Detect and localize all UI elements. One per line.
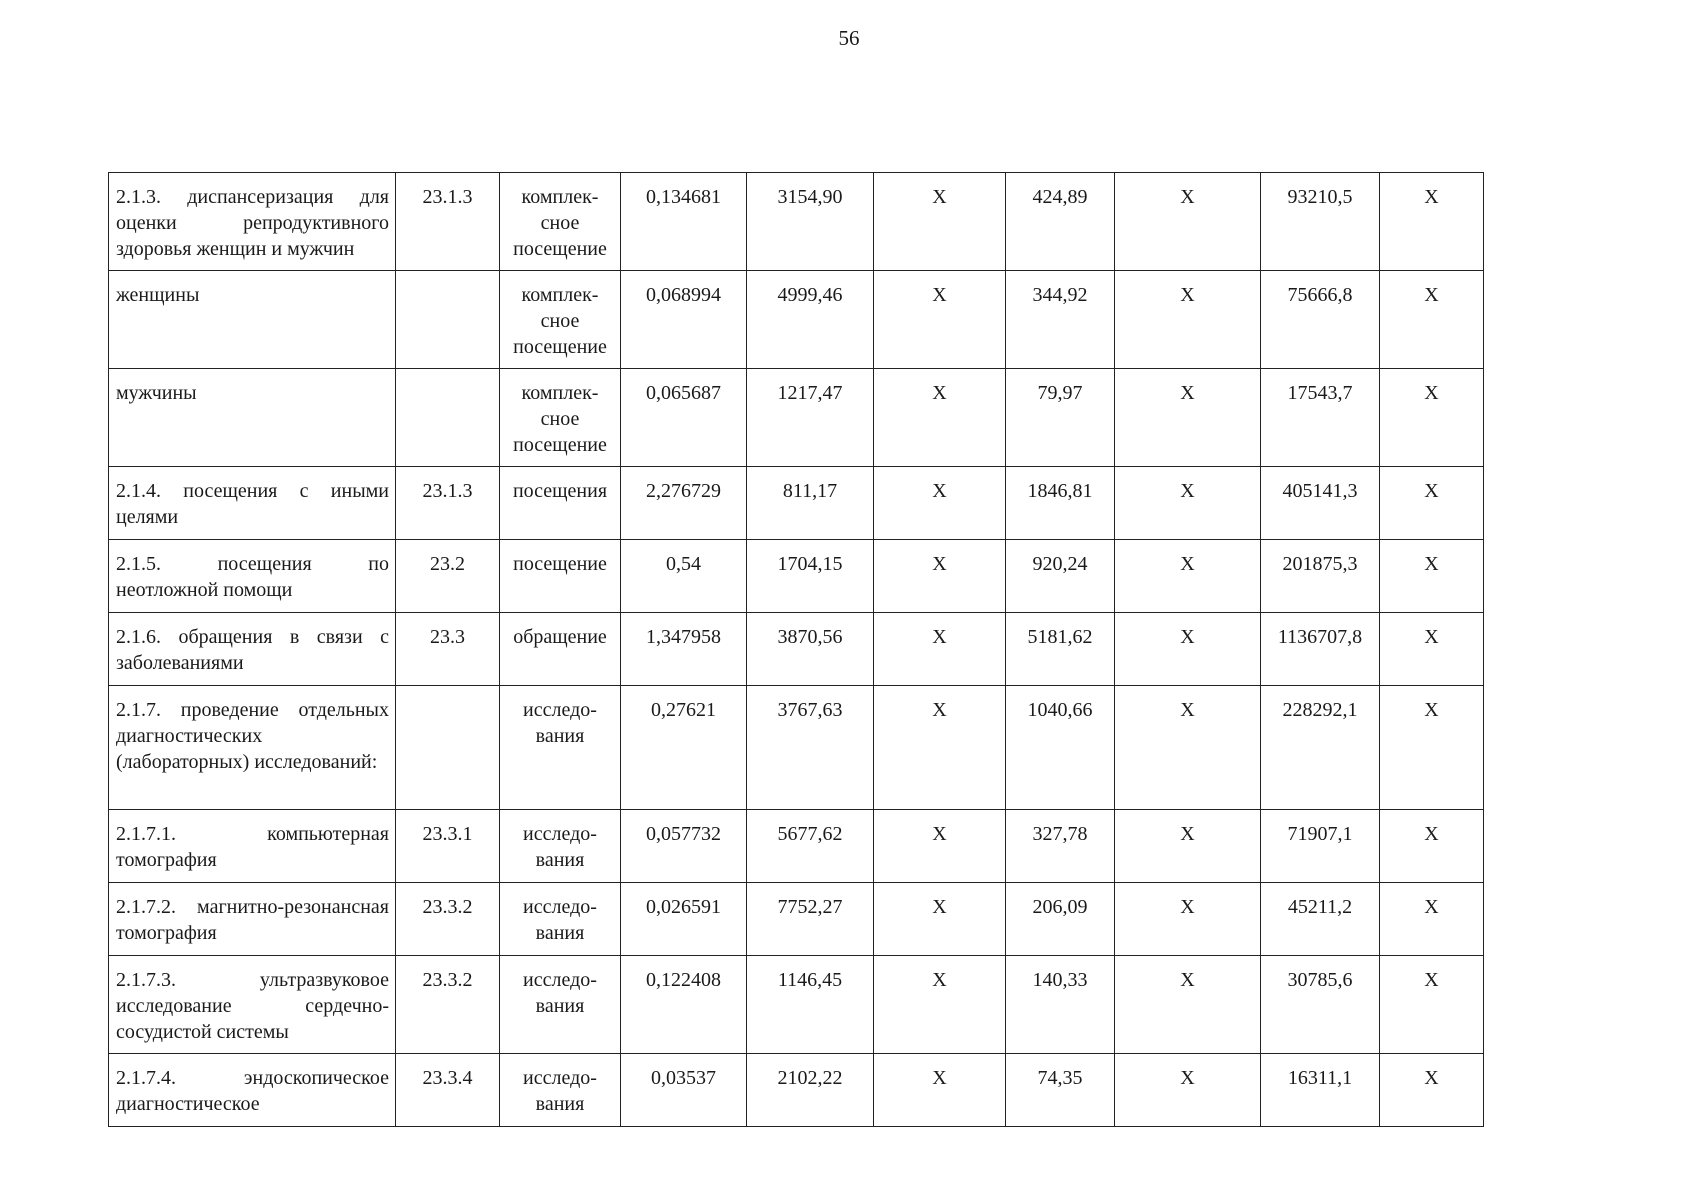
row-name-cell: женщины bbox=[109, 271, 396, 369]
row-per-capita-cell: 5181,62 bbox=[1006, 613, 1115, 686]
row-x-cell: X bbox=[1380, 467, 1484, 540]
row-x-cell: X bbox=[1380, 369, 1484, 467]
row-per-capita-cell: 79,97 bbox=[1006, 369, 1115, 467]
row-x-cell: X bbox=[1115, 271, 1261, 369]
row-unit-cell bbox=[500, 540, 621, 613]
row-code-cell: 23.3.2 bbox=[396, 883, 500, 956]
row-code-cell bbox=[396, 271, 500, 369]
table-row bbox=[109, 540, 1484, 613]
row-per-capita-cell: 206,09 bbox=[1006, 883, 1115, 956]
row-x-cell: X bbox=[1115, 540, 1261, 613]
row-x-cell: X bbox=[1115, 369, 1261, 467]
row-x-cell: X bbox=[874, 1054, 1006, 1127]
row-unit-cell bbox=[500, 810, 621, 883]
row-x-cell: X bbox=[1380, 810, 1484, 883]
row-norm-cell: 0,122408 bbox=[621, 956, 747, 1054]
row-per-capita-cell: 1846,81 bbox=[1006, 467, 1115, 540]
data-table bbox=[108, 172, 1484, 1127]
row-per-capita-cell: 920,24 bbox=[1006, 540, 1115, 613]
row-norm-cell: 0,057732 bbox=[621, 810, 747, 883]
row-per-capita-cell: 327,78 bbox=[1006, 810, 1115, 883]
row-x-cell: X bbox=[1115, 883, 1261, 956]
row-x-cell: X bbox=[1380, 540, 1484, 613]
unit-text: исследо- вания bbox=[523, 969, 597, 1017]
row-per-capita-cell: 74,35 bbox=[1006, 1054, 1115, 1127]
row-x-cell: X bbox=[1380, 613, 1484, 686]
row-norm-cell: 0,54 bbox=[621, 540, 747, 613]
unit-text: обращение bbox=[513, 626, 607, 648]
row-x-cell: X bbox=[1115, 1054, 1261, 1127]
row-code-cell: 23.2 bbox=[396, 540, 500, 613]
unit-text: комплек- сное посещение bbox=[513, 284, 607, 358]
row-cost-cell: 5677,62 bbox=[747, 810, 874, 883]
row-x-cell: X bbox=[1115, 956, 1261, 1054]
row-total-cell: 30785,6 bbox=[1261, 956, 1380, 1054]
table-row bbox=[109, 369, 1484, 467]
row-x-cell: X bbox=[1115, 467, 1261, 540]
row-unit-cell bbox=[500, 1054, 621, 1127]
row-cost-cell: 1217,47 bbox=[747, 369, 874, 467]
row-x-cell: X bbox=[874, 686, 1006, 810]
row-x-cell: X bbox=[874, 956, 1006, 1054]
row-name-cell: 2.1.7.1. компьютерная томография bbox=[109, 810, 396, 883]
row-cost-cell: 7752,27 bbox=[747, 883, 874, 956]
row-cost-cell: 4999,46 bbox=[747, 271, 874, 369]
row-cost-cell: 1704,15 bbox=[747, 540, 874, 613]
row-x-cell: X bbox=[1380, 271, 1484, 369]
row-total-cell: 405141,3 bbox=[1261, 467, 1380, 540]
table-row bbox=[109, 467, 1484, 540]
row-x-cell: X bbox=[1380, 956, 1484, 1054]
row-total-cell: 17543,7 bbox=[1261, 369, 1380, 467]
unit-text: исследо- вания bbox=[523, 896, 597, 944]
row-code-cell: 23.1.3 bbox=[396, 467, 500, 540]
row-total-cell: 71907,1 bbox=[1261, 810, 1380, 883]
row-name-cell: 2.1.7. проведение отдельных диагностических (лабораторных) исследований: bbox=[109, 686, 396, 810]
table-row bbox=[109, 173, 1484, 271]
row-code-cell bbox=[396, 686, 500, 810]
row-total-cell: 1136707,8 bbox=[1261, 613, 1380, 686]
row-unit-cell bbox=[500, 369, 621, 467]
row-name-cell: 2.1.7.3. ультразвуковое исследование сердечно-сосудистой системы bbox=[109, 956, 396, 1054]
row-unit-cell bbox=[500, 467, 621, 540]
row-code-cell: 23.3.2 bbox=[396, 956, 500, 1054]
row-cost-cell: 2102,22 bbox=[747, 1054, 874, 1127]
row-total-cell: 228292,1 bbox=[1261, 686, 1380, 810]
row-name-cell: мужчины bbox=[109, 369, 396, 467]
row-x-cell: X bbox=[874, 369, 1006, 467]
row-x-cell: X bbox=[1115, 173, 1261, 271]
row-code-cell: 23.1.3 bbox=[396, 173, 500, 271]
table-row bbox=[109, 686, 1484, 810]
row-total-cell: 75666,8 bbox=[1261, 271, 1380, 369]
row-code-cell bbox=[396, 369, 500, 467]
row-total-cell: 93210,5 bbox=[1261, 173, 1380, 271]
unit-text: исследо- вания bbox=[523, 699, 597, 747]
row-x-cell: X bbox=[1115, 686, 1261, 810]
row-cost-cell: 811,17 bbox=[747, 467, 874, 540]
row-unit-cell bbox=[500, 686, 621, 810]
row-per-capita-cell: 1040,66 bbox=[1006, 686, 1115, 810]
row-unit-cell bbox=[500, 956, 621, 1054]
row-norm-cell: 0,065687 bbox=[621, 369, 747, 467]
row-norm-cell: 0,03537 bbox=[621, 1054, 747, 1127]
row-x-cell: X bbox=[874, 810, 1006, 883]
row-x-cell: X bbox=[874, 613, 1006, 686]
row-norm-cell: 0,27621 bbox=[621, 686, 747, 810]
table-row bbox=[109, 271, 1484, 369]
row-name-cell: 2.1.5. посещения по неотложной помощи bbox=[109, 540, 396, 613]
row-cost-cell: 1146,45 bbox=[747, 956, 874, 1054]
row-norm-cell: 2,276729 bbox=[621, 467, 747, 540]
row-name-cell: 2.1.3. диспансеризация для оценки репродуктивного здоровья женщин и мужчин bbox=[109, 173, 396, 271]
table-row bbox=[109, 1054, 1484, 1127]
row-unit-cell bbox=[500, 271, 621, 369]
row-x-cell: X bbox=[1380, 173, 1484, 271]
unit-text: посещения bbox=[512, 480, 608, 502]
row-x-cell: X bbox=[874, 271, 1006, 369]
row-code-cell: 23.3.4 bbox=[396, 1054, 500, 1127]
row-total-cell: 16311,1 bbox=[1261, 1054, 1380, 1127]
row-name-cell: 2.1.7.2. магнитно-резонансная томография bbox=[109, 883, 396, 956]
row-name-cell: 2.1.6. обращения в связи с заболеваниями bbox=[109, 613, 396, 686]
table-row bbox=[109, 883, 1484, 956]
page-number: 56 bbox=[838, 26, 860, 50]
row-cost-cell: 3870,56 bbox=[747, 613, 874, 686]
row-per-capita-cell: 344,92 bbox=[1006, 271, 1115, 369]
row-x-cell: X bbox=[874, 173, 1006, 271]
row-x-cell: X bbox=[1115, 810, 1261, 883]
row-x-cell: X bbox=[1380, 1054, 1484, 1127]
row-cost-cell: 3154,90 bbox=[747, 173, 874, 271]
table-row bbox=[109, 956, 1484, 1054]
row-name-cell: 2.1.4. посещения с иными целями bbox=[109, 467, 396, 540]
row-code-cell: 23.3.1 bbox=[396, 810, 500, 883]
row-norm-cell: 0,068994 bbox=[621, 271, 747, 369]
unit-text: комплек- сное посещение bbox=[513, 186, 607, 260]
row-code-cell: 23.3 bbox=[396, 613, 500, 686]
row-x-cell: X bbox=[1380, 686, 1484, 810]
table-body bbox=[109, 173, 1484, 1127]
unit-text: посещение bbox=[513, 553, 607, 575]
row-x-cell: X bbox=[874, 883, 1006, 956]
row-total-cell: 45211,2 bbox=[1261, 883, 1380, 956]
row-cost-cell: 3767,63 bbox=[747, 686, 874, 810]
unit-text: комплек- сное посещение bbox=[513, 382, 607, 456]
row-norm-cell: 0,026591 bbox=[621, 883, 747, 956]
row-x-cell: X bbox=[1115, 613, 1261, 686]
unit-text: исследо- вания bbox=[523, 1067, 597, 1115]
row-per-capita-cell: 424,89 bbox=[1006, 173, 1115, 271]
row-name-cell: 2.1.7.4. эндоскопическое диагностическое bbox=[109, 1054, 396, 1127]
row-x-cell: X bbox=[874, 540, 1006, 613]
row-total-cell: 201875,3 bbox=[1261, 540, 1380, 613]
row-unit-cell bbox=[500, 883, 621, 956]
row-per-capita-cell: 140,33 bbox=[1006, 956, 1115, 1054]
table-row bbox=[109, 613, 1484, 686]
row-unit-cell bbox=[500, 173, 621, 271]
table-row bbox=[109, 810, 1484, 883]
row-x-cell: X bbox=[1380, 883, 1484, 956]
row-norm-cell: 0,134681 bbox=[621, 173, 747, 271]
row-unit-cell bbox=[500, 613, 621, 686]
row-norm-cell: 1,347958 bbox=[621, 613, 747, 686]
unit-text: исследо- вания bbox=[523, 823, 597, 871]
row-x-cell: X bbox=[874, 467, 1006, 540]
